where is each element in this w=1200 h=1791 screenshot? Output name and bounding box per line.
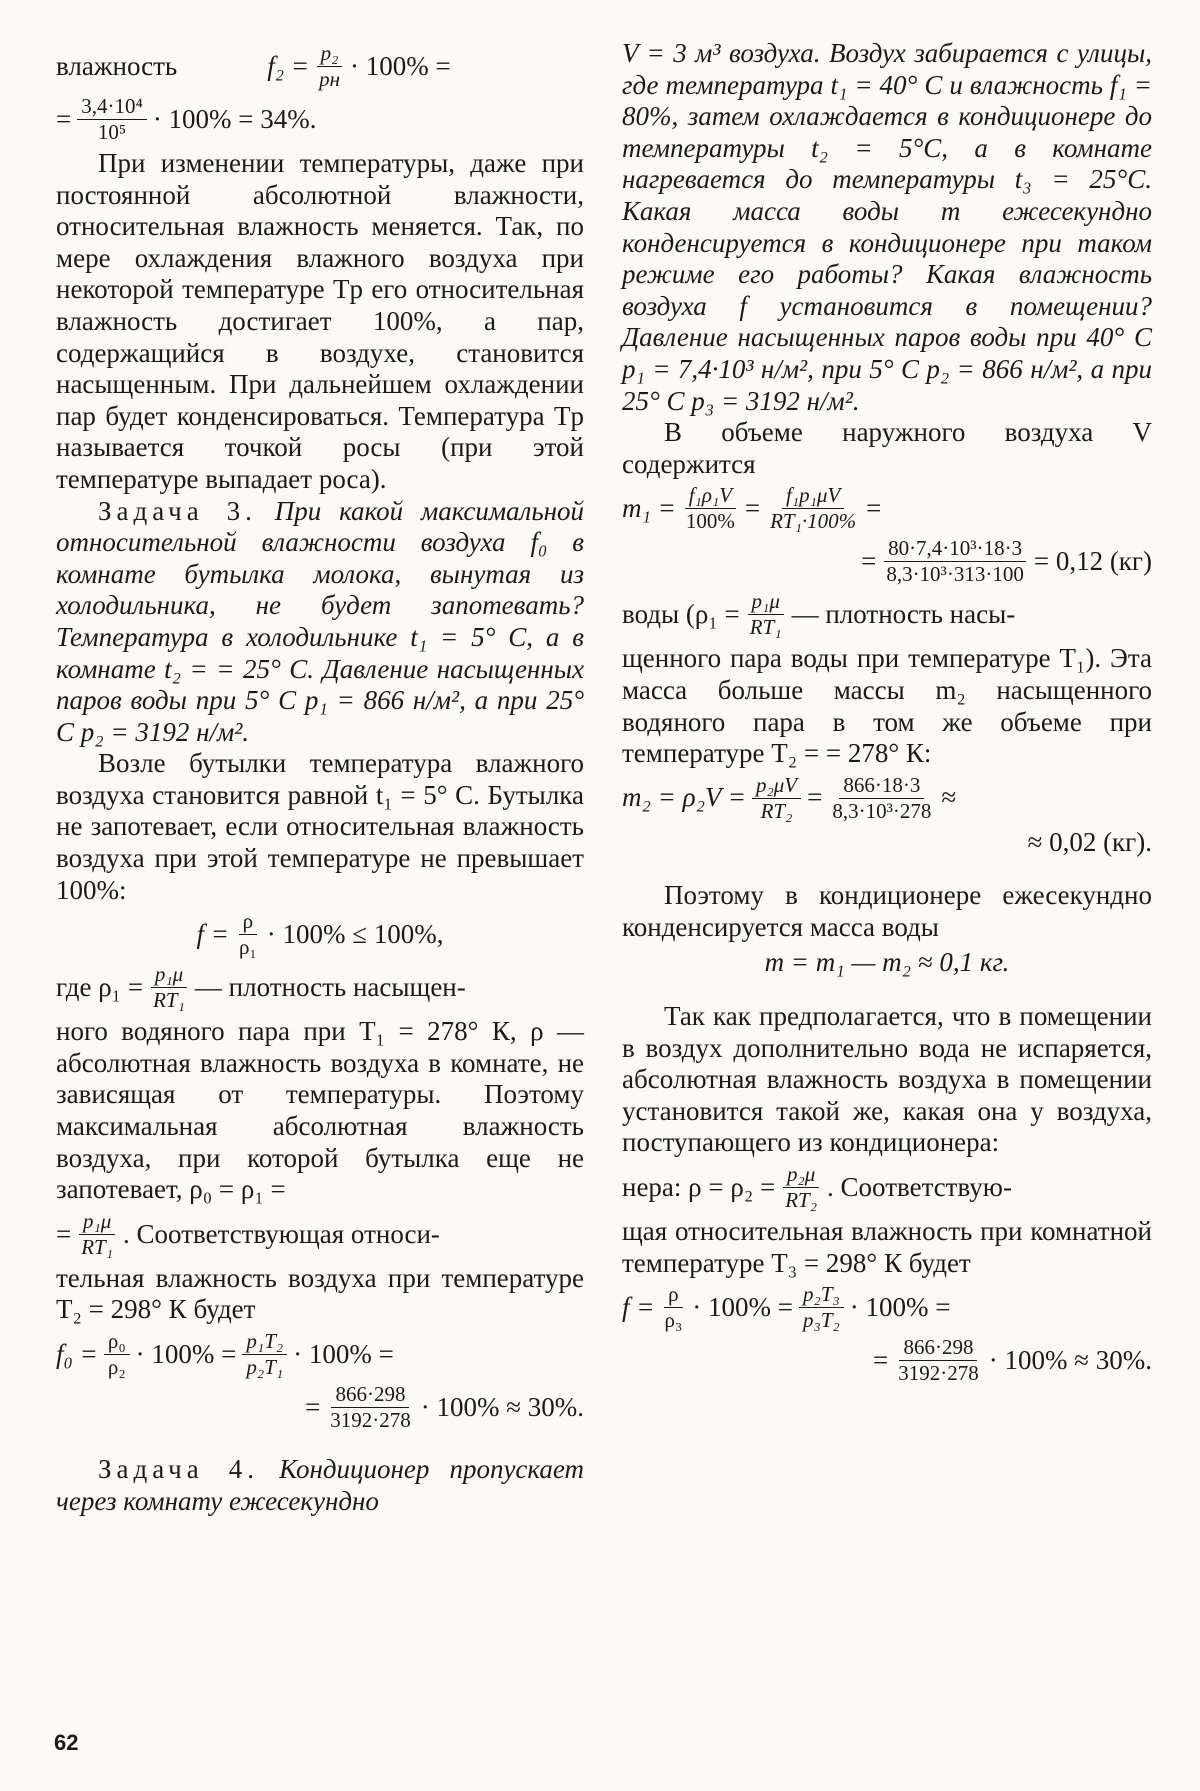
f2-fraction: p₂ pн: [315, 42, 344, 91]
page-number: 62: [54, 1730, 79, 1755]
formula-m2-result: ≈ 0,02 (кг).: [1027, 826, 1152, 857]
formula-inequality: f = $\frac{\rho}{\text{ρ₁}}$ · 100% ≤ 100%,: [196, 909, 444, 960]
f2-value-fraction: $\frac{\text{3,4·10⁴}}{\text{10⁵}}$: [77, 95, 147, 144]
f2-label: влажность: [56, 50, 178, 81]
paragraph-saturated-mass: щенного пара воды при температуре T₁). Эта масса больше массы m₂ насыщенного водяного пара в том же объеме при температуре T₂ = = 278° К:: [622, 643, 1152, 769]
paragraph-condensed: Поэтому в кондиционере ежесекундно конденсируется масса воды: [622, 880, 1152, 942]
formula-m2: m₂ = ρ₂V = $\frac{\text{p₂μV}}{\text{RT₂}}$ = $\frac{866\cdot 18\cdot 3}{\text{8,3·10³·278}}$ ≈: [622, 772, 957, 823]
formula-f0-result: = $\frac{866\cdot 298}{3192\cdot 278}$ · 100% ≈ 30%.: [304, 1382, 584, 1432]
formula-f-result: = $\frac{866\cdot 298}{3192\cdot 278}$ · 100% ≈ 30%.: [872, 1335, 1152, 1386]
paragraph-bottle: Возле бутылки температура влажного воздуха становится равной t₁ = 5° С. Бутылка не запотевает, если относительная влажность воздуха при этой температуре не превышает 100%:: [56, 748, 584, 905]
f2-lhs: f₂ =: [267, 50, 310, 81]
right-column: [622, 38, 1152, 1389]
paragraph-relative-humidity: тельная влажность воздуха при температуре T₂ = 298° К будет: [56, 1262, 584, 1325]
formula-f2-value: = $\frac{\text{3,4·10⁴}}{\text{10⁵}}$ · 100% = 34%.: [56, 94, 317, 144]
paragraph-dew-point: При изменении температуры, даже при постоянной абсолютной влажности, относительная влажность меняется. Так, по мере охлаждения влажного воздуха при некоторой температуре Tр его относительная влажность достигает 100%, а пар, содержащийся в воздухе, становится насыщенным. При дальнейшем охлаждении пар будет конденсироваться. Температура Tр называется точкой росы (при этой температуре выпадает роса).: [56, 148, 584, 494]
formula-water-density: воды (ρ₁ = $\frac{\text{p₁μ}}{\text{RT₁}}$ — плотность насы-: [622, 589, 1016, 640]
formula-rho-room: нера: ρ = ρ₂ = $\frac{\text{p₂μ}}{\text{RT₂}}$ . Соответствую-: [622, 1162, 1012, 1213]
task-4-label: Задача 4.: [98, 1454, 260, 1484]
f2-tail: · 100% =: [350, 50, 451, 81]
paragraph-room-humidity: Так как предполагается, что в помещении в воздух дополнительно вода не испаряется, абсолютная влажность воздуха в помещении установится такой же, какая она у воздуха, поступающего из кондиционера:: [622, 1001, 1152, 1158]
formula-f: f = $\frac{\rho}{\text{ρ₃}}$ · 100% = $\frac{\text{p₂T₃}}{\text{p₃T₂}}$ · 100% =: [622, 1282, 951, 1333]
formula-m1-result: = $\frac{\text{80·7,4·10³·18·3}}{\text{8,3·10³·313·100}}$ = 0,12 (кг): [861, 536, 1152, 587]
task-4-text: Кондиционер пропускает через комнату ежесекундно: [56, 1454, 584, 1516]
formula-m: m = m₁ — m₂ ≈ 0,1 кг.: [764, 947, 1010, 978]
task-3: [56, 496, 584, 749]
formula-rho1-definition: где ρ₁ = $\frac{\text{p₁μ}}{\text{RT₁}}$ — плотность насыщен-: [56, 962, 466, 1013]
formula-f2: [56, 42, 584, 91]
left-column: [56, 38, 584, 1517]
paragraph-outdoor-air: В объеме наружного воздуха V содержится: [622, 417, 1152, 479]
task-3-label: Задача 3.: [98, 495, 257, 526]
paragraph-room-temperature: щая относительная влажность при комнатной температуре T₃ = 298° К будет: [622, 1216, 1152, 1278]
formula-f0: f₀ = $\frac{\text{ρ₀}}{\text{ρ₂}}$ · 100% = $\frac{\text{p₁T₂}}{\text{p₂T₁}}$ · 100% =: [56, 1329, 394, 1379]
formula-m1: m₁ = $\frac{\text{f₁ρ₁V}}{100\%}$ = $\frac{\text{f₁p₁μV}}{\text{RT₁·100\%}}$ =: [622, 483, 882, 534]
formula-rho-equals: = $\frac{\text{p₁μ}}{\text{RT₁}}$ . Соответствующая относи-: [56, 1208, 440, 1259]
task-3-text: При какой максимальной относительной влажности воздуха f₀ в комнате бутылка молока, вынутая из холодильника, не будет запотевать? Температура в холодильнике t₁ = 5° С, а в комнате t₂ = = 25° С. Давление насыщенных паров воды при 5° С p₁ = 866 н/м², а при 25° С p₂ = 3192 н/м².: [56, 495, 585, 747]
task-4-continued: V = 3 м³ воздуха. Воздух забирается с улицы, где температура t₁ = 40° С и влажность f₁ = 80%, затем охлаждается в кондиционере до температуры t₂ = 5°С, а в комнате нагревается до температуры t₃ = 25°С. Какая масса воды m ежесекундно конденсируется в кондиционере при таком режиме его работы? Какая влажность воздуха f установится в помещении? Давление насыщенных паров воды при 40° С p₁ = 7,4·10³ н/м², при 5° С p₂ = 866 н/м², а при 25° С p₃ = 3192 н/м².: [622, 38, 1152, 416]
paragraph-max-humidity: ного водяного пара при T₁ = 278° К, ρ — абсолютная влажность воздуха в комнате, не зависящая от температуры. Поэтому максимальная абсолютная влажность воздуха, при которой бутылка еще не запотевает, ρ₀ = ρ₁ =: [56, 1016, 584, 1205]
task-4: [56, 1454, 584, 1517]
